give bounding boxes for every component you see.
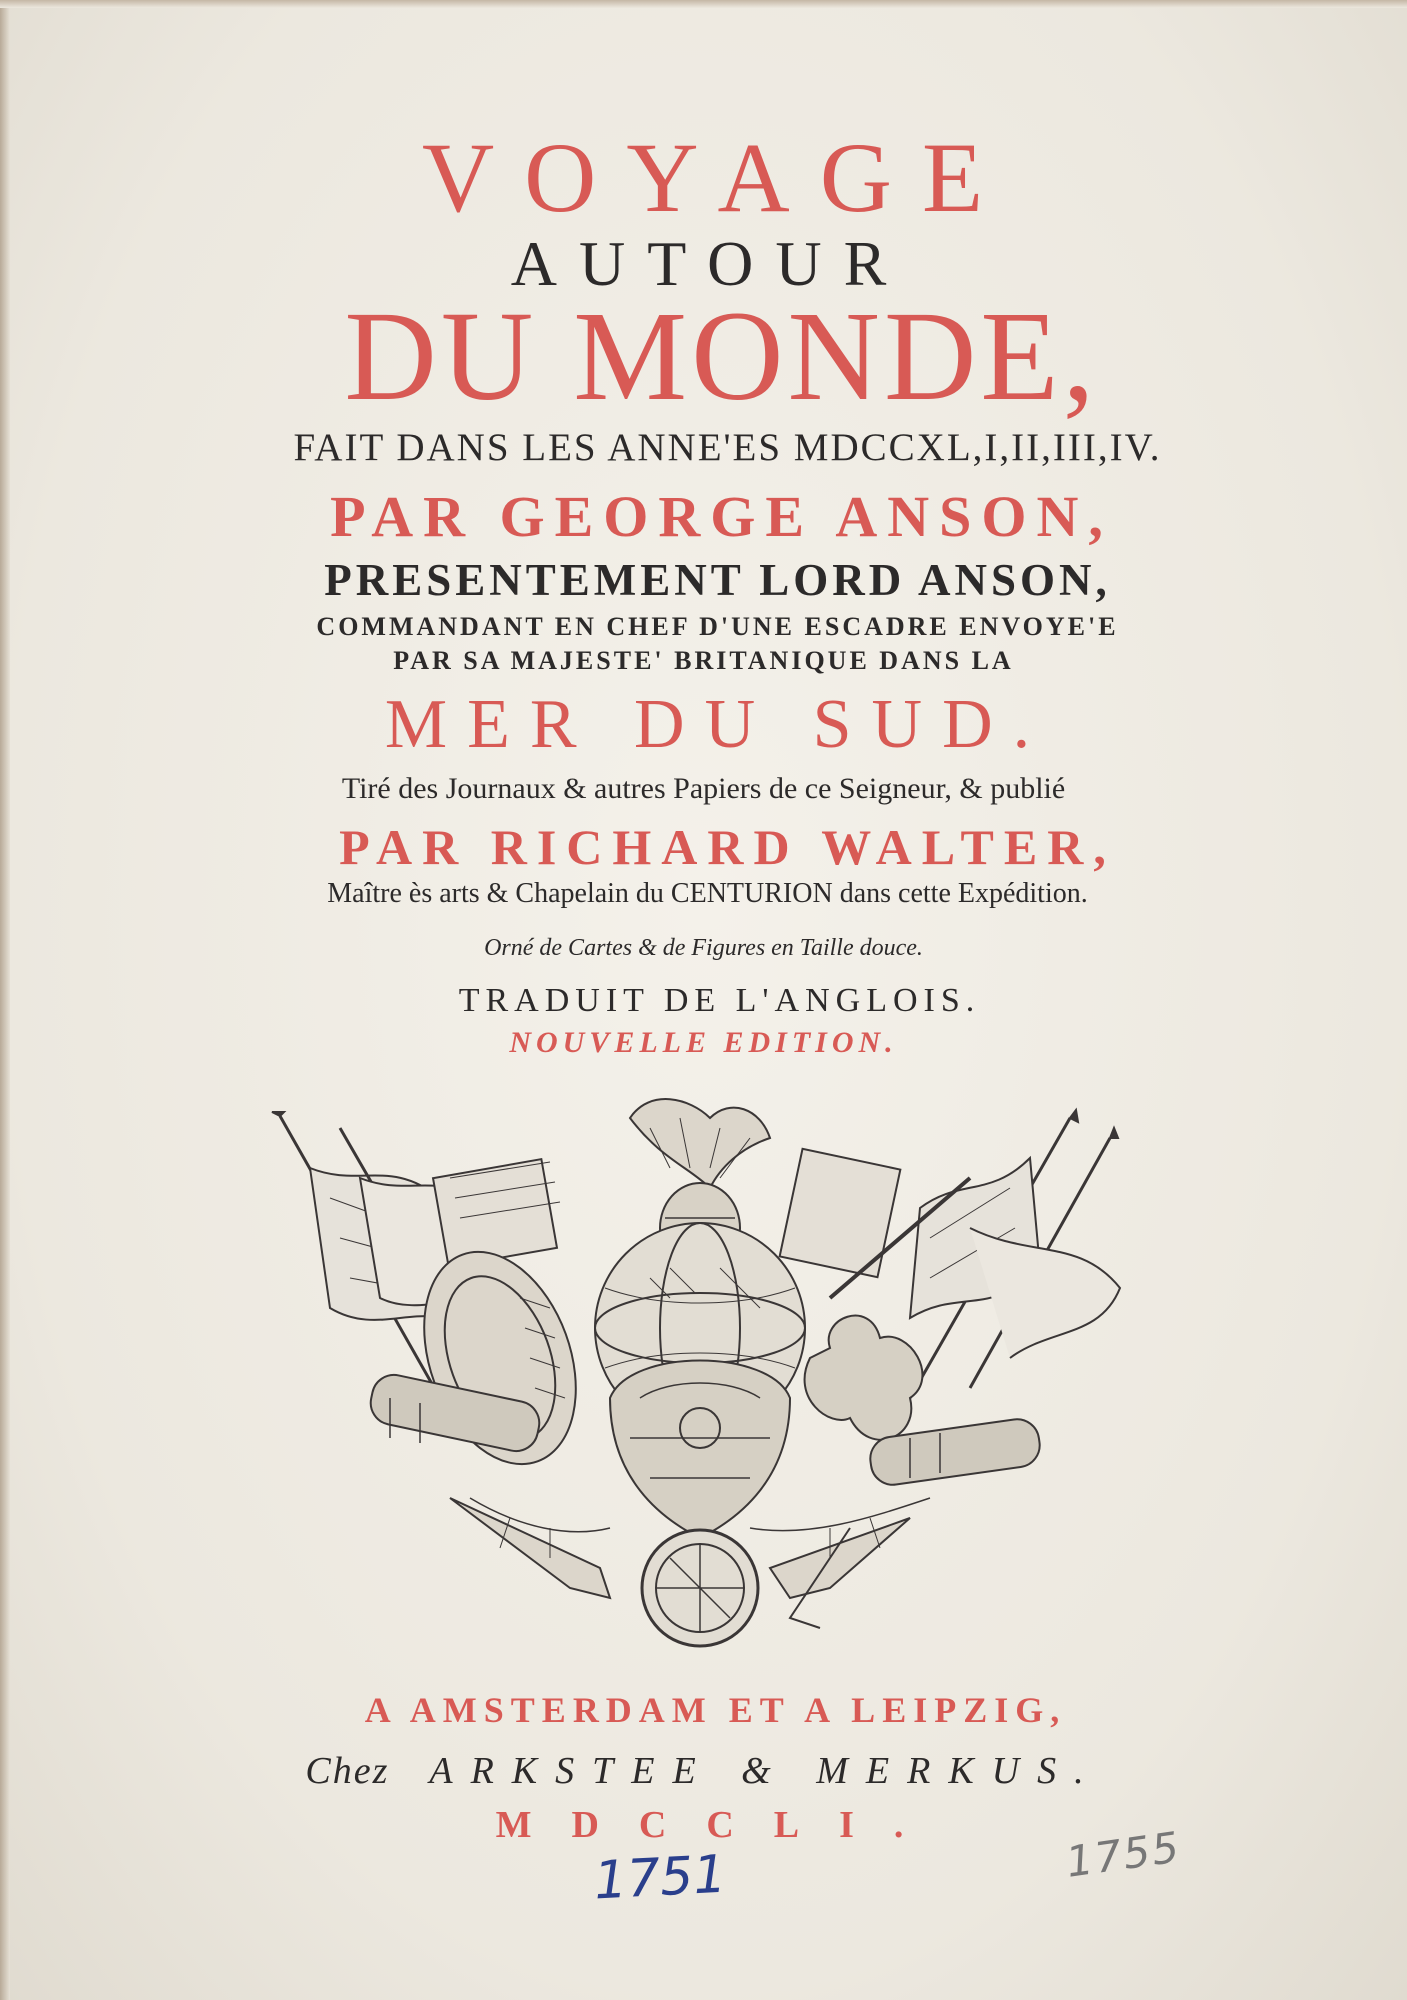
source-line: Tiré des Journaux & autres Papiers de ce Seigneur, & publié xyxy=(341,772,1066,805)
edition-line: NOUVELLE EDITION. xyxy=(509,1026,898,1059)
illustrations-line: Orné de Cartes & de Figures en Taille douce. xyxy=(484,935,923,961)
imprint-publisher-line xyxy=(0,1752,1407,1790)
title-voyage: VOYAGE xyxy=(421,122,1014,233)
editor-line: PAR RICHARD WALTER, xyxy=(339,819,1116,875)
translation-line: TRADUIT DE L'ANGLOIS. xyxy=(458,982,981,1019)
chapelain-line: Maître ès arts & Chapelain du CENTURION dans cette Expédition. xyxy=(327,878,1088,909)
page-top-edge xyxy=(0,0,1407,8)
handwritten-year-pencil: 1755 xyxy=(1063,1822,1184,1887)
imprint-chez: Chez xyxy=(305,1750,390,1792)
author-line: PAR GEORGE ANSON, xyxy=(330,484,1113,549)
lord-anson-line: PRESENTEMENT LORD ANSON, xyxy=(324,555,1111,605)
years-line: FAIT DANS LES ANNE'ES MDCCXL,I,II,III,IV. xyxy=(293,426,1162,469)
mer-du-sud-line: MER DU SUD. xyxy=(384,686,1051,763)
commandant-line: COMMANDANT EN CHEF D'UNE ESCADRE ENVOYE'E xyxy=(316,612,1119,641)
imprint-publisher: ARKSTEE & MERKUS. xyxy=(429,1750,1102,1792)
title-autour: AUTOUR xyxy=(510,228,909,299)
imprint-year: MDCCLI. xyxy=(495,1804,944,1846)
handwritten-year-ink: 1751 xyxy=(592,1844,728,1912)
majeste-line: PAR SA MAJESTE' BRITANIQUE DANS LA xyxy=(393,646,1014,675)
title-du-monde: DU MONDE, xyxy=(344,285,1099,427)
trophy-vignette-engraving xyxy=(270,1098,1130,1658)
imprint-place: A AMSTERDAM ET A LEIPZIG, xyxy=(364,1690,1067,1730)
